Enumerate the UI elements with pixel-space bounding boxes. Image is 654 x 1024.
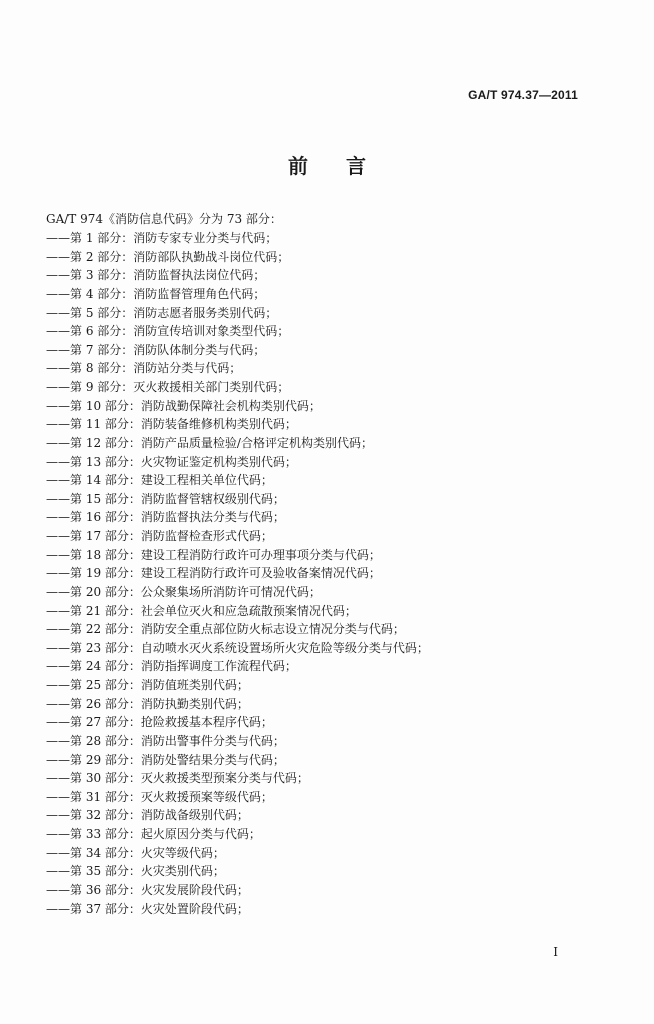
list-item: ——第 18 部分：建设工程消防行政许可办理事项分类与代码； — [46, 547, 381, 562]
intro-paragraph: GA/T 974《消防信息代码》分为 73 部分： — [46, 212, 282, 226]
list-item: ——第 25 部分：消防值班类别代码； — [46, 678, 249, 692]
list-item: ——第 31 部分：灭火救援预案等级代码； — [46, 789, 273, 804]
list-item: ——第 32 部分：消防战备级别代码； — [46, 808, 249, 823]
list-item: ——第 12 部分：消防产品质量检验/合格评定机构类别代码； — [46, 435, 373, 450]
list-item: ——第 7 部分：消防队体制分类与代码； — [46, 342, 266, 357]
list-item: ——第 26 部分：消防执勤类别代码； — [46, 696, 249, 711]
list-item: ——第 10 部分：消防战勤保障社会机构类别代码； — [46, 398, 321, 413]
list-item: ——第 36 部分：火灾发展阶段代码； — [46, 882, 249, 897]
parts-list — [46, 229, 429, 918]
list-item: ——第 2 部分：消防部队执勤战斗岗位代码； — [46, 249, 290, 264]
list-item: ——第 9 部分：灭火救援相关部门类别代码； — [46, 380, 290, 394]
list-item: ——第 24 部分：消防指挥调度工作流程代码； — [46, 659, 297, 674]
list-item: ——第 20 部分：公众聚集场所消防许可情况代码； — [46, 584, 321, 599]
list-item: ——第 33 部分：起火原因分类与代码； — [46, 827, 261, 841]
list-item: ——第 6 部分：消防宣传培训对象类型代码； — [46, 324, 290, 339]
list-item: ——第 15 部分：消防监督管辖权级别代码； — [46, 491, 285, 506]
list-item: ——第 37 部分：火灾处置阶段代码； — [46, 901, 249, 916]
page-title: 前言 — [288, 154, 404, 178]
list-item: ——第 21 部分：社会单位灭火和应急疏散预案情况代码； — [46, 603, 357, 618]
list-item: ——第 14 部分：建设工程相关单位代码； — [46, 473, 273, 488]
list-item: ——第 23 部分：自动喷水灭火系统设置场所火灾危险等级分类与代码； — [46, 640, 429, 655]
list-item: ——第 34 部分：火灾等级代码； — [46, 845, 225, 860]
list-item: ——第 8 部分：消防站分类与代码； — [46, 361, 242, 376]
list-item: ——第 5 部分：消防志愿者服务类别代码； — [46, 305, 278, 320]
list-item: ——第 29 部分：消防处警结果分类与代码； — [46, 752, 285, 767]
list-item: ——第 19 部分：建设工程消防行政许可及验收备案情况代码； — [46, 566, 381, 581]
list-item: ——第 22 部分：消防安全重点部位防火标志设立情况分类与代码； — [46, 622, 405, 637]
standard-code: GA/T 974.37—2011 — [468, 88, 578, 102]
list-item: ——第 35 部分：火灾类别代码； — [46, 864, 225, 879]
page-number: I — [553, 945, 558, 959]
list-item: ——第 28 部分：消防出警事件分类与代码； — [46, 733, 285, 748]
list-item: ——第 27 部分：抢险救援基本程序代码； — [46, 715, 273, 730]
list-item: ——第 30 部分：灭火救援类型预案分类与代码； — [46, 771, 309, 786]
list-item: ——第 17 部分：消防监督检查形式代码； — [46, 529, 273, 543]
list-item: ——第 13 部分：火灾物证鉴定机构类别代码； — [46, 454, 297, 469]
list-item: ——第 4 部分：消防监督管理角色代码； — [46, 286, 266, 301]
list-item: ——第 16 部分：消防监督执法分类与代码； — [46, 510, 285, 525]
list-item: ——第 1 部分：消防专家专业分类与代码； — [46, 231, 278, 245]
list-item: ——第 11 部分：消防装备维修机构类别代码； — [46, 417, 297, 432]
list-item: ——第 3 部分：消防监督执法岗位代码； — [46, 268, 266, 283]
